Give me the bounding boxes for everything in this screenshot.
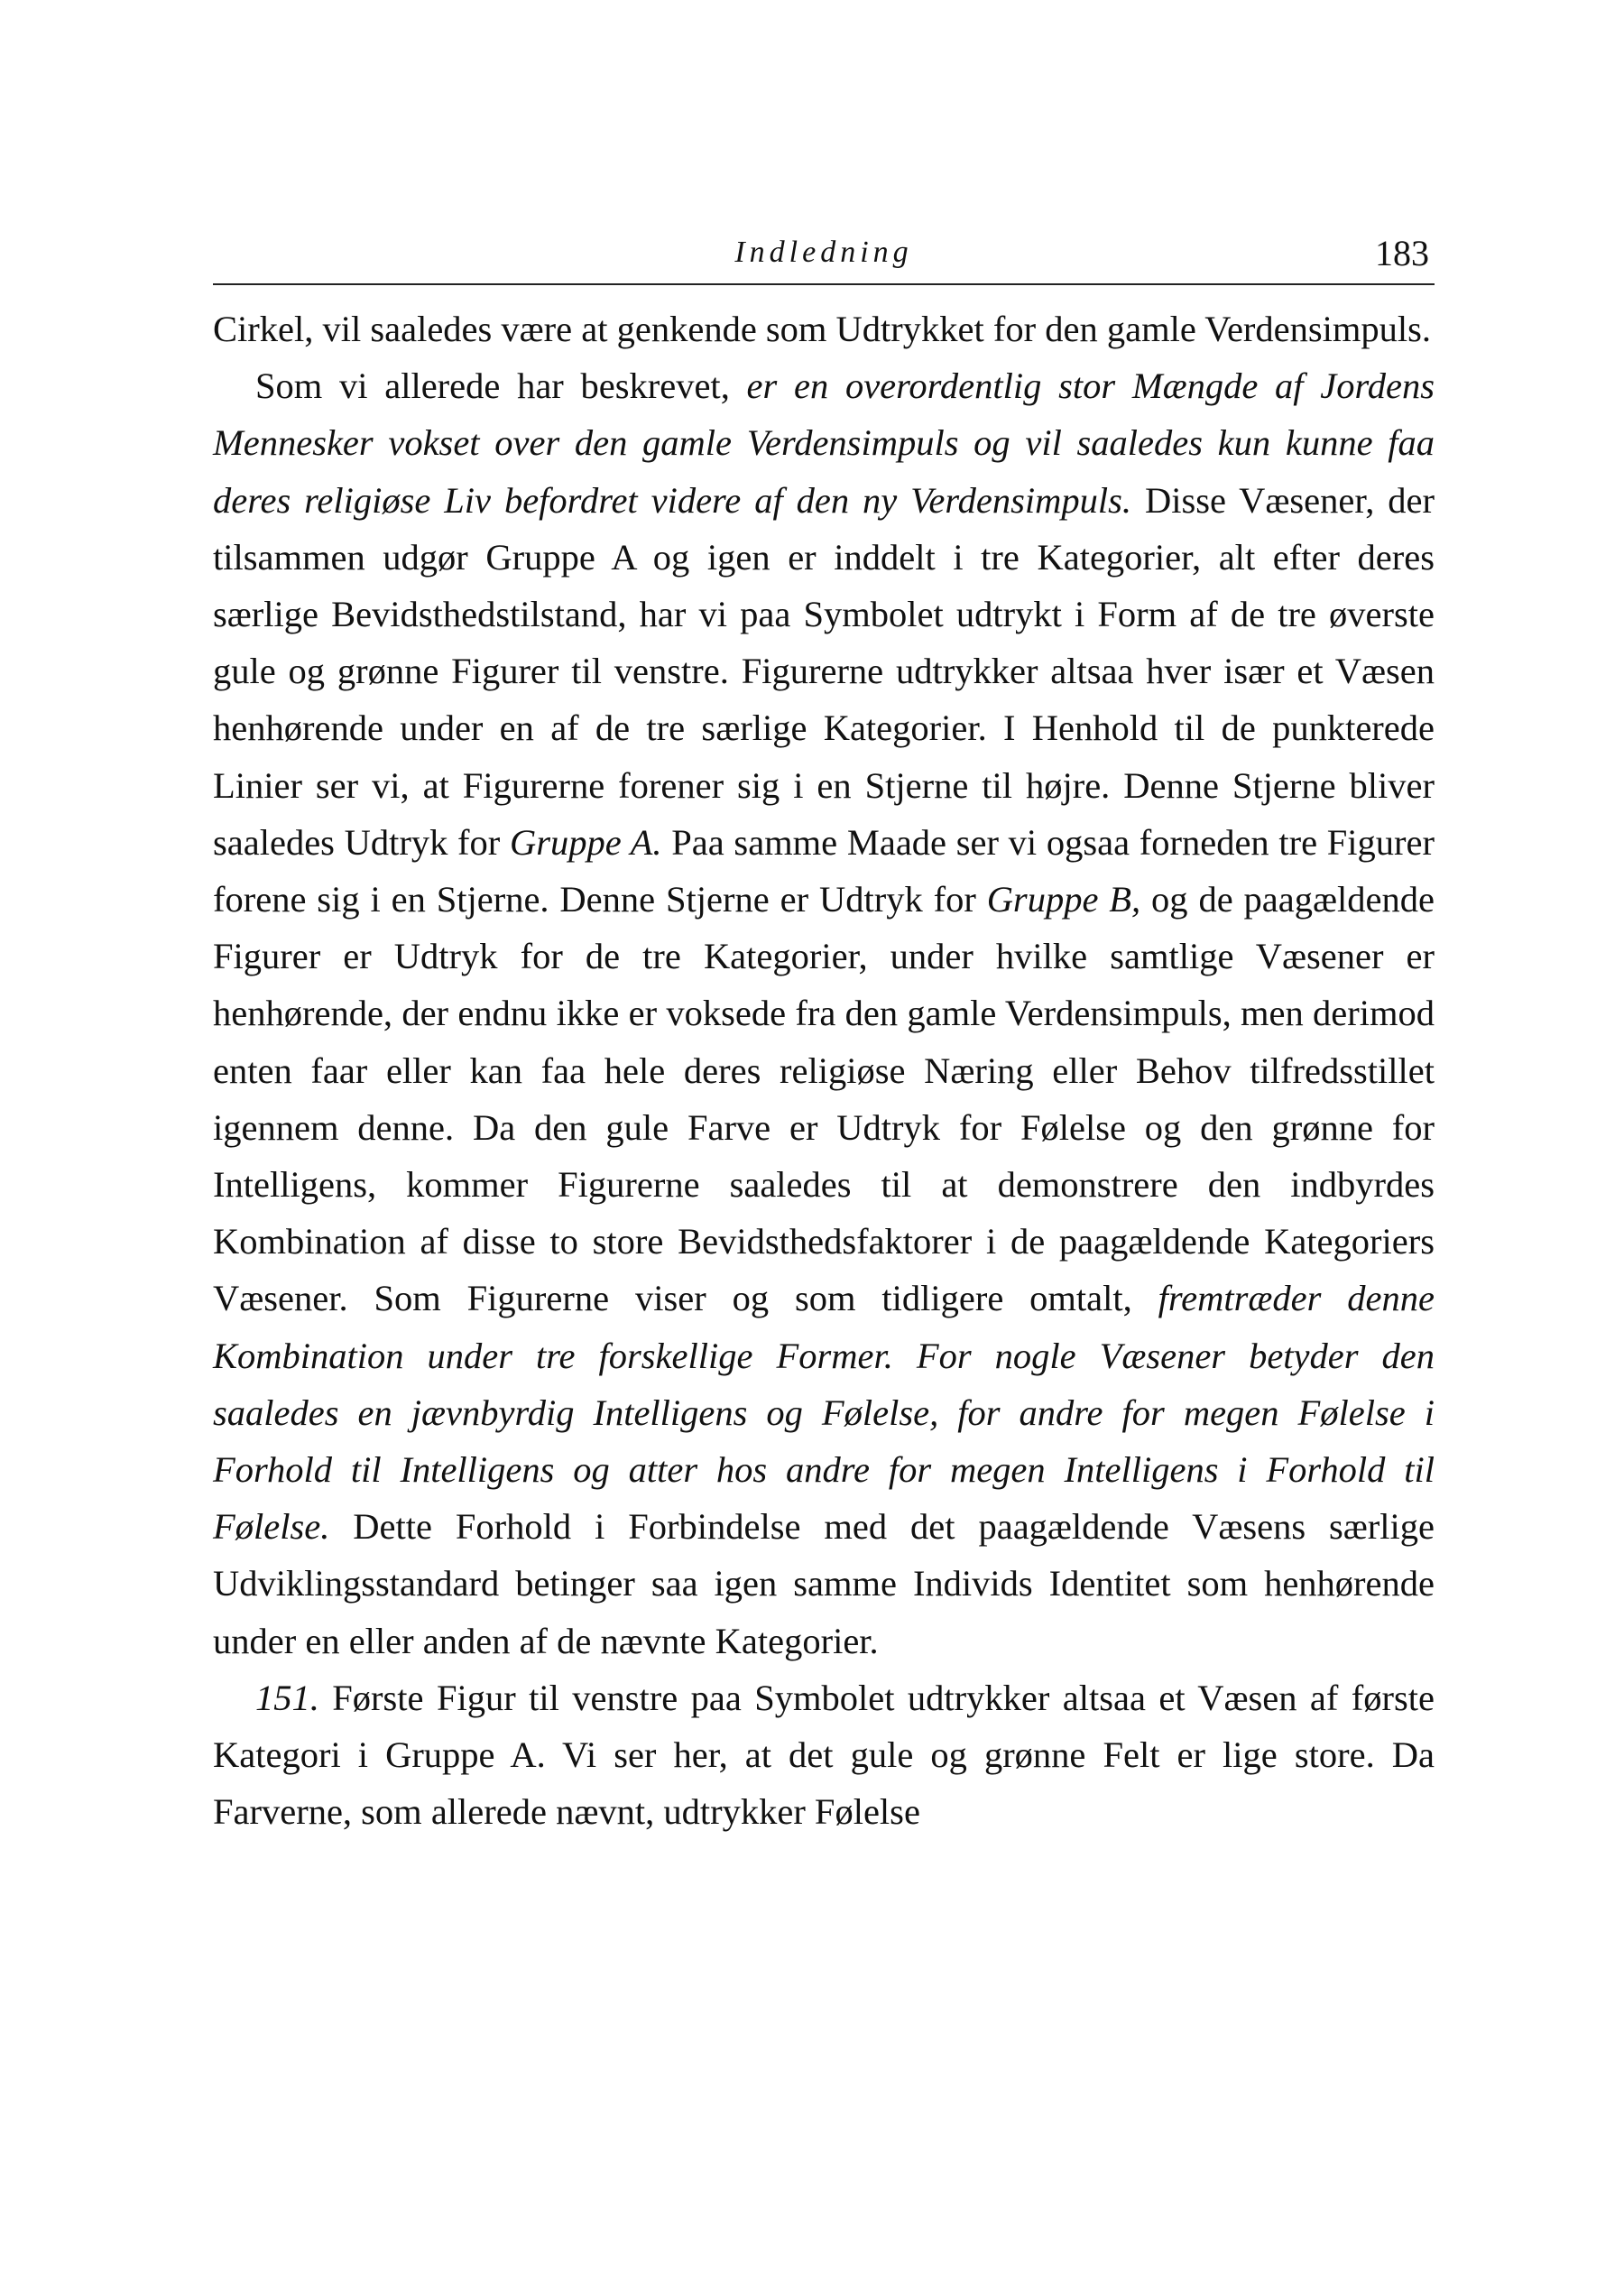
text-run: Disse Væsener, der tilsammen udgør Gruppe A og igen er inddelt i tre Kategorier, alt efter deres særlige Bevidsthedstilstand, har vi paa Symbolet udtrykt i Form af de tre øverste gule og grønne Figurer til venstre. Figurerne udtrykker altsaa hver især et Væsen henhørende under en af de tre særlige Kategorier. I Henhold til de punkterede Linier ser vi, at Figurerne forener sig i en Stjerne til højre. Denne Stjerne bliver saaledes Udtryk for xyxy=(213,479,1435,863)
book-page xyxy=(213,230,1435,1840)
header-rule xyxy=(213,283,1435,285)
italic-text: Gruppe B, xyxy=(986,879,1141,920)
paragraph xyxy=(213,357,1435,1669)
italic-text: er en overordentlig stor Mængde af Jordens Mennesker vokset over den gamle Verdensimpuls og vil saaledes kun kunne faa deres religiøse Liv befordret videre af den ny Verdensimpuls. xyxy=(213,365,1435,521)
page-number: 183 xyxy=(1375,233,1429,273)
text-run: Som vi allerede har beskrevet, xyxy=(255,365,747,407)
text-run: Paa samme Maade ser vi ogsaa forneden tre Figurer forene sig i en Stjerne. Denne Stjerne er Udtryk for xyxy=(213,821,1435,920)
paragraph xyxy=(213,1669,1435,1841)
text-run: og de paagældende Figurer er Udtryk for de tre Kategorier, under hvilke samtlige Væsener er henhørende, der endnu ikke er voksede fra den gamle Verdensimpuls, men derimod enten faar eller kan faa hele deres religiøse Næring eller Behov tilfredsstillet igennem denne. Da den gule Farve er Udtryk for Følelse og den grønne for Intelligens, kommer Figurerne saaledes til at demonstrere den indbyrdes Kombination af disse to store Bevidsthedsfaktorer i de paagældende Kategoriers Væsener. Som Figurerne viser og som tidligere omtalt, xyxy=(213,879,1435,1319)
paragraph xyxy=(213,300,1435,357)
italic-text: 151. xyxy=(255,1677,319,1718)
italic-text: Gruppe A. xyxy=(509,821,662,863)
body-text xyxy=(213,300,1435,1840)
running-header xyxy=(213,230,1435,284)
text-run: Dette Forhold i Forbindelse med det paagældende Væsens særlige Udviklingsstandard betinger saa igen samme Individs Identitet som henhørende under en eller anden af de nævnte Kategorier. xyxy=(213,1506,1435,1661)
italic-text: fremtræder denne Kombination under tre forskellige Former. For nogle Væsener betyder den saaledes en jævnbyrdig Intelligens og Følelse, for andre for megen Følelse i Forhold til Intelligens og atter hos andre for megen Intelligens i Forhold til Følelse. xyxy=(213,1278,1435,1548)
text-run: Første Figur til venstre paa Symbolet udtrykker altsaa et Væsen af første Kategori i Gruppe A. Vi ser her, at det gule og grønne Felt er lige store. Da Farverne, som allerede nævnt, udtrykker Følelse xyxy=(213,1677,1435,1833)
text-run: Cirkel, vil saaledes være at genkende som Udtrykket for den gamle Verdensimpuls. xyxy=(213,309,1432,349)
running-title: Indledning xyxy=(734,236,913,269)
